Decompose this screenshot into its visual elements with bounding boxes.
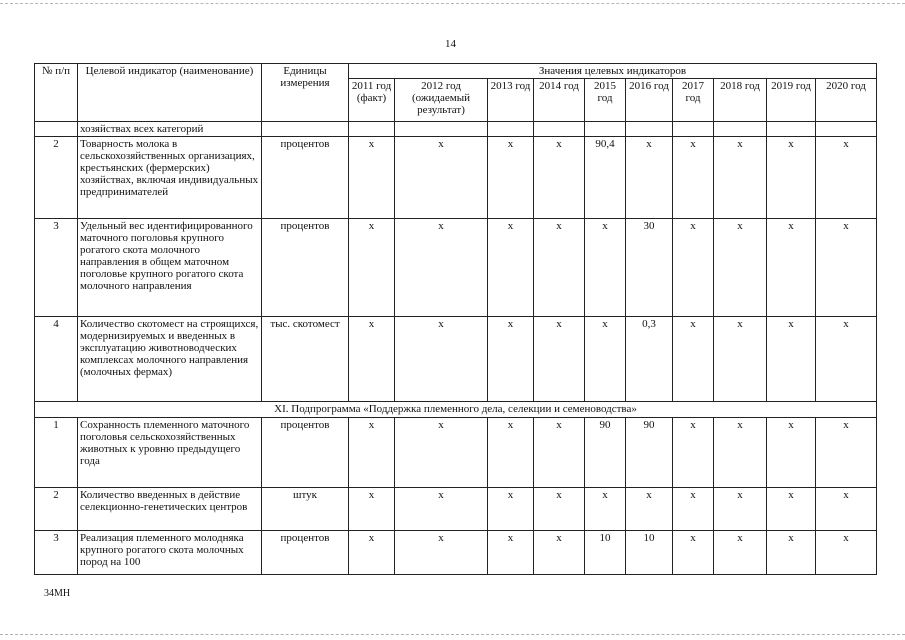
row-indicator: Количество введенных в действие селекционно-генетических центров bbox=[78, 488, 262, 531]
row-value: 30 bbox=[626, 219, 673, 317]
header-year: 2015 год bbox=[585, 79, 626, 122]
row-value: х bbox=[673, 219, 714, 317]
header-values-group: Значения целевых индикаторов bbox=[349, 64, 877, 79]
row-value: х bbox=[767, 137, 816, 219]
row-value: х bbox=[534, 317, 585, 402]
header-row-1 bbox=[35, 64, 877, 79]
row-units: процентов bbox=[262, 418, 349, 488]
row-value: х bbox=[714, 219, 767, 317]
row-indicator: Товарность молока в сельскохозяйственных организациях, крестьянских (фермерских) хозяйствах, включая индивидуальных предпринимателей bbox=[78, 137, 262, 219]
row-units: процентов bbox=[262, 219, 349, 317]
row-value: х bbox=[673, 488, 714, 531]
row-value: х bbox=[714, 137, 767, 219]
row-value: х bbox=[534, 137, 585, 219]
row-value: х bbox=[673, 137, 714, 219]
row-value: х bbox=[767, 418, 816, 488]
table-row bbox=[35, 317, 877, 402]
row-value: 90 bbox=[585, 418, 626, 488]
header-year: 2020 год bbox=[816, 79, 877, 122]
row-units: процентов bbox=[262, 137, 349, 219]
row-value: х bbox=[816, 317, 877, 402]
row-value: х bbox=[714, 317, 767, 402]
row-value: х bbox=[395, 137, 488, 219]
row-value: х bbox=[816, 137, 877, 219]
row-num: 1 bbox=[35, 418, 78, 488]
section-row bbox=[35, 402, 877, 418]
row-value: 90 bbox=[626, 418, 673, 488]
row-value: х bbox=[395, 219, 488, 317]
row-value: х bbox=[488, 137, 534, 219]
row-value: х bbox=[585, 317, 626, 402]
row-value: х bbox=[534, 219, 585, 317]
row-value: х bbox=[714, 488, 767, 531]
row-value: х bbox=[395, 488, 488, 531]
row-value: х bbox=[626, 488, 673, 531]
row-value: 0,3 bbox=[626, 317, 673, 402]
row-value: х bbox=[816, 488, 877, 531]
table-row bbox=[35, 418, 877, 488]
row-value: х bbox=[534, 418, 585, 488]
row-value: х bbox=[767, 531, 816, 575]
row-value: х bbox=[349, 531, 395, 575]
row-value: х bbox=[714, 531, 767, 575]
header-num: № п/п bbox=[35, 64, 78, 122]
header-units: Единицы измерения bbox=[262, 64, 349, 122]
row-value: х bbox=[395, 317, 488, 402]
row-value: х bbox=[673, 418, 714, 488]
row-value: х bbox=[767, 488, 816, 531]
row-value: х bbox=[488, 488, 534, 531]
row-value: х bbox=[349, 137, 395, 219]
row-value: х bbox=[534, 531, 585, 575]
table-row bbox=[35, 531, 877, 575]
table-row bbox=[35, 488, 877, 531]
row-value: х bbox=[767, 219, 816, 317]
table-row bbox=[35, 219, 877, 317]
page-number: 14 bbox=[445, 38, 456, 50]
header-year: 2016 год bbox=[626, 79, 673, 122]
continuation-indicator: хозяйствах всех категорий bbox=[78, 122, 262, 137]
row-value: х bbox=[395, 418, 488, 488]
row-value: 90,4 bbox=[585, 137, 626, 219]
row-value: х bbox=[488, 418, 534, 488]
row-indicator: Сохранность племенного маточного поголовья сельскохозяйственных животных к уровню предыдущего года bbox=[78, 418, 262, 488]
row-value: х bbox=[395, 531, 488, 575]
row-value: х bbox=[349, 219, 395, 317]
footer-code: 34МН bbox=[44, 588, 71, 599]
row-value: х bbox=[534, 488, 585, 531]
row-value: х bbox=[626, 137, 673, 219]
row-num: 3 bbox=[35, 219, 78, 317]
header-year: 2019 год bbox=[767, 79, 816, 122]
header-year: 2011 год (факт) bbox=[349, 79, 395, 122]
header-year: 2014 год bbox=[534, 79, 585, 122]
row-value: х bbox=[349, 488, 395, 531]
header-indicator: Целевой индикатор (наименование) bbox=[78, 64, 262, 122]
scan-edge-bottom bbox=[0, 634, 905, 635]
header-year: 2018 год bbox=[714, 79, 767, 122]
table-row bbox=[35, 137, 877, 219]
row-value: х bbox=[488, 219, 534, 317]
table-row bbox=[35, 122, 877, 137]
row-value: х bbox=[816, 531, 877, 575]
header-year: 2013 год bbox=[488, 79, 534, 122]
row-num: 3 bbox=[35, 531, 78, 575]
indicators-table bbox=[34, 63, 877, 575]
row-value: х bbox=[488, 531, 534, 575]
row-units: тыс. скотомест bbox=[262, 317, 349, 402]
scan-edge-top bbox=[0, 3, 905, 4]
row-num: 2 bbox=[35, 488, 78, 531]
row-value: х bbox=[349, 418, 395, 488]
row-indicator: Количество скотомест на строящихся, модернизируемых и введенных в эксплуатацию животноводческих комплексах молочного направления (молочных фермах) bbox=[78, 317, 262, 402]
row-value: х bbox=[767, 317, 816, 402]
header-year: 2012 год (ожидаемый результат) bbox=[395, 79, 488, 122]
row-value: х bbox=[585, 488, 626, 531]
header-year: 2017 год bbox=[673, 79, 714, 122]
row-units: процентов bbox=[262, 531, 349, 575]
row-units: штук bbox=[262, 488, 349, 531]
row-value: х bbox=[585, 219, 626, 317]
row-indicator: Удельный вес идентифицированного маточного поголовья крупного рогатого скота молочного направления в общем маточном поголовье крупного рогатого скота молочного направления bbox=[78, 219, 262, 317]
row-value: х bbox=[488, 317, 534, 402]
row-value: х bbox=[816, 418, 877, 488]
row-value: 10 bbox=[626, 531, 673, 575]
row-value: х bbox=[816, 219, 877, 317]
row-value: х bbox=[673, 531, 714, 575]
row-num: 2 bbox=[35, 137, 78, 219]
row-value: 10 bbox=[585, 531, 626, 575]
row-value: х bbox=[714, 418, 767, 488]
row-indicator: Реализация племенного молодняка крупного рогатого скота молочных пород на 100 bbox=[78, 531, 262, 575]
section-title: XI. Подпрограмма «Поддержка племенного дела, селекции и семеноводства» bbox=[35, 402, 877, 418]
row-value: х bbox=[349, 317, 395, 402]
row-num: 4 bbox=[35, 317, 78, 402]
row-value: х bbox=[673, 317, 714, 402]
